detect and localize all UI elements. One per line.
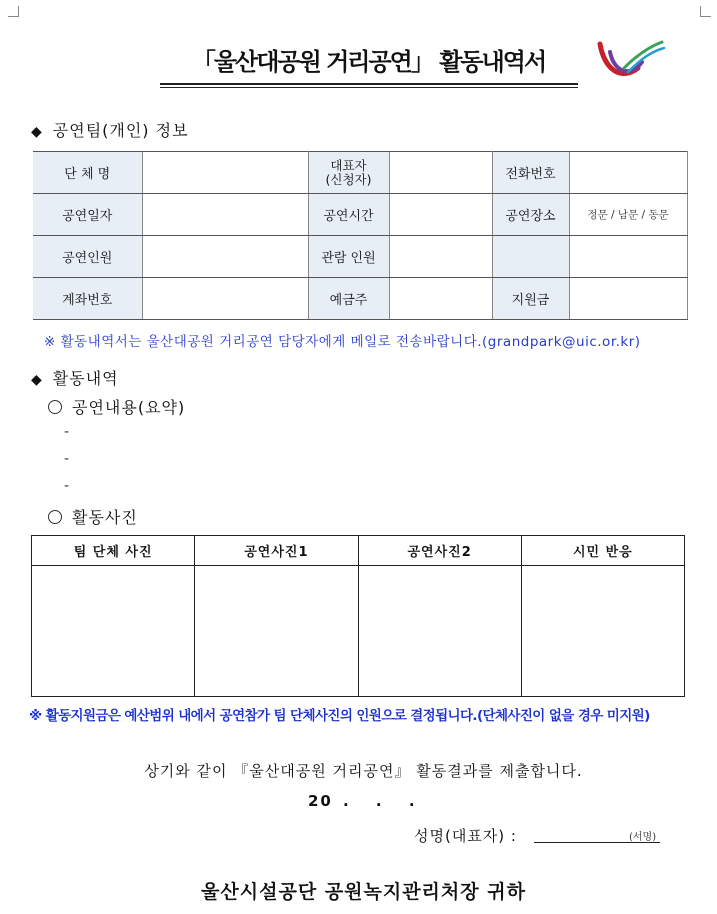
date-year[interactable]: 20 xyxy=(308,792,333,810)
date-dots[interactable]: . . . xyxy=(343,792,415,810)
info-label-cell: 공연장소 xyxy=(492,194,569,236)
diamond-bullet-icon: ◆ xyxy=(31,372,43,388)
confirmation-text: 상기와 같이 『울산대공원 거리공연』 활동결과를 제출합니다. xyxy=(144,762,583,780)
signature-label: 성명(대표자) : xyxy=(414,827,517,845)
info-value-cell[interactable] xyxy=(142,236,308,278)
organization-logo-icon xyxy=(594,38,666,86)
info-value-cell[interactable] xyxy=(569,278,687,320)
section-activity-heading: ◆ 활동내역 xyxy=(31,369,119,388)
diamond-bullet-icon: ◆ xyxy=(31,124,43,140)
signature-mark: (서명) xyxy=(629,832,657,843)
section-team-info-heading: ◆ 공연팀(개인) 정보 xyxy=(31,121,189,140)
funding-note: ※ 활동지원금은 예산범위 내에서 공연참가 팀 단체사진의 인원으로 결정됩니다.(단체사진이 없을 경우 미지원) xyxy=(29,708,650,724)
summary-line-1[interactable]: - xyxy=(64,424,70,440)
photo-header-performance-1: 공연사진1 xyxy=(195,536,358,566)
info-value-cell[interactable] xyxy=(569,236,687,278)
info-row xyxy=(33,278,687,320)
info-value-cell[interactable]: 정문 / 남문 / 동문 xyxy=(569,194,687,236)
info-label-cell: 전화번호 xyxy=(492,152,569,194)
photo-cell-performance-1[interactable] xyxy=(195,566,358,697)
document-title: 「울산대공원 거리공연」 활동내역서 xyxy=(191,48,546,76)
performance-summary-label: 공연내용(요약) xyxy=(48,395,185,418)
circle-bullet-icon xyxy=(48,510,62,524)
info-value-cell[interactable] xyxy=(389,278,492,320)
info-label-cell: 공연일자 xyxy=(33,194,142,236)
photo-cell-group[interactable] xyxy=(32,566,195,697)
info-label-cell: 대표자 (신청자) xyxy=(308,152,389,194)
info-label-cell: 예금주 xyxy=(308,278,389,320)
photo-header-citizen-reaction: 시민 반응 xyxy=(521,536,684,566)
info-label-cell: 공연시간 xyxy=(308,194,389,236)
activity-photos-label: 활동사진 xyxy=(48,505,138,528)
summary-line-3[interactable]: - xyxy=(64,478,70,494)
info-value-cell[interactable] xyxy=(142,152,308,194)
email-submission-note: ※ 활동내역서는 울산대공원 거리공연 담당자에게 메일로 전송바랍니다.(grandpark@uic.or.kr) xyxy=(44,334,641,350)
info-value-cell[interactable] xyxy=(389,194,492,236)
photo-cell-performance-2[interactable] xyxy=(358,566,521,697)
corner-mark-right xyxy=(700,6,711,17)
corner-mark-left xyxy=(8,6,19,17)
info-label-cell xyxy=(492,236,569,278)
info-label-cell: 단 체 명 xyxy=(33,152,142,194)
addressee-footer: 울산시설공단 공원녹지관리처장 귀하 xyxy=(201,881,526,903)
info-label-cell: 공연인원 xyxy=(33,236,142,278)
info-value-cell[interactable] xyxy=(389,152,492,194)
photo-header-performance-2: 공연사진2 xyxy=(358,536,521,566)
info-label-cell: 관람 인원 xyxy=(308,236,389,278)
info-value-cell[interactable] xyxy=(142,194,308,236)
photo-header-group: 팀 단체 사진 xyxy=(32,536,195,566)
info-label-cell: 계좌번호 xyxy=(33,278,142,320)
team-info-table xyxy=(33,151,688,320)
info-value-cell[interactable] xyxy=(389,236,492,278)
info-row xyxy=(33,152,687,194)
title-underline-thin xyxy=(160,87,578,88)
circle-bullet-icon xyxy=(48,400,62,414)
info-row xyxy=(33,236,687,278)
info-value-cell[interactable] xyxy=(142,278,308,320)
activity-photos-table xyxy=(31,535,685,697)
summary-line-2[interactable]: - xyxy=(64,451,70,467)
info-row xyxy=(33,194,687,236)
title-underline xyxy=(160,83,578,85)
info-label-cell: 지원금 xyxy=(492,278,569,320)
photo-cell-citizen-reaction[interactable] xyxy=(521,566,684,697)
info-value-cell[interactable] xyxy=(569,152,687,194)
